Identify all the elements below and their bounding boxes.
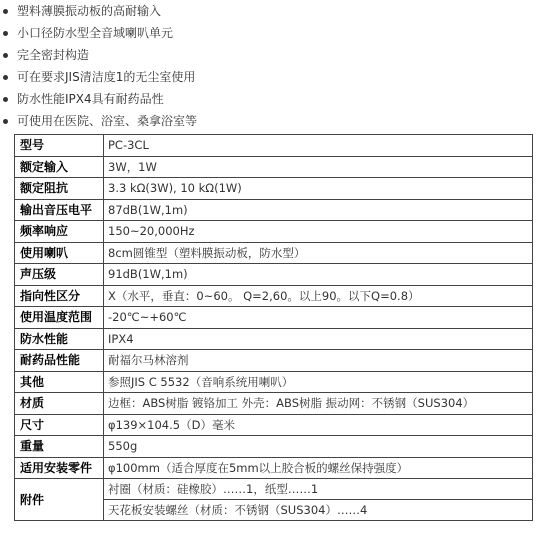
table-row: [15, 199, 533, 221]
spec-label: 型号: [15, 135, 104, 157]
spec-value: 3.3 kΩ(3W), 10 kΩ(1W): [104, 178, 533, 200]
table-row: [15, 393, 533, 415]
spec-label: 耐药品性能: [15, 350, 104, 372]
bullet-icon: [3, 31, 8, 36]
table-row: [15, 242, 533, 264]
spec-label: 额定阻抗: [15, 178, 104, 200]
feature-item: [0, 44, 541, 66]
accessories-line: 天花板安装螺丝（材质：不锈钢（SUS304）……4: [104, 499, 532, 520]
spec-value: φ100mm（适合厚度在5mm以上胶合板的螺丝保持强度）: [104, 457, 533, 479]
spec-label: 输出音压电平: [15, 199, 104, 221]
spec-label: 重量: [15, 436, 104, 458]
table-row: [15, 350, 533, 372]
accessories-line: 衬圈（材质：硅橡胶）……1，纸型……1: [108, 482, 319, 496]
table-row: [15, 221, 533, 243]
table-row: [15, 307, 533, 329]
spec-value: 耐福尔马林溶剂: [104, 350, 533, 372]
feature-text: 可使用在医院、浴室、桑拿浴室等: [17, 114, 198, 128]
table-row: [15, 414, 533, 436]
spec-value: 87dB(1W,1m): [104, 199, 533, 221]
spec-label: 附件: [15, 479, 104, 521]
feature-text: 小口径防水型全音域喇叭单元: [17, 26, 174, 40]
feature-item: [0, 110, 541, 132]
spec-value: X（水平，垂直：0~60。 Q=2,60。以上90。以下Q=0.8）: [104, 285, 533, 307]
table-row: [15, 371, 533, 393]
table-row: [15, 328, 533, 350]
spec-value: 91dB(1W,1m): [104, 264, 533, 286]
table-row: [15, 457, 533, 479]
spec-label: 声压级: [15, 264, 104, 286]
spec-value: 3W，1W: [104, 156, 533, 178]
spec-value: 8cm圆锥型（塑料膜振动板，防水型）: [104, 242, 533, 264]
feature-item: [0, 88, 541, 110]
spec-value: 150~20,000Hz: [104, 221, 533, 243]
spec-label: 适用安装零件: [15, 457, 104, 479]
feature-text: 防水性能IPX4具有耐药品性: [17, 92, 164, 106]
feature-text: 可在要求JIS清洁度1的无尘室使用: [17, 70, 196, 84]
bullet-icon: [3, 119, 8, 124]
spec-label: 使用喇叭: [15, 242, 104, 264]
table-row: [15, 156, 533, 178]
table-row: [15, 135, 533, 157]
spec-label: 防水性能: [15, 328, 104, 350]
spec-value: IPX4: [104, 328, 533, 350]
spec-value: -20℃~+60℃: [104, 307, 533, 329]
spec-value: 参照JIS C 5532（音响系统用喇叭）: [104, 371, 533, 393]
spec-label: 尺寸: [15, 414, 104, 436]
table-row: [15, 285, 533, 307]
feature-list: [0, 0, 541, 132]
feature-item: [0, 22, 541, 44]
spec-label: 指向性区分: [15, 285, 104, 307]
bullet-icon: [3, 53, 8, 58]
spec-label: 频率响应: [15, 221, 104, 243]
spec-label: 额定输入: [15, 156, 104, 178]
table-row: [15, 178, 533, 200]
bullet-icon: [3, 75, 8, 80]
spec-value: 550g: [104, 436, 533, 458]
spec-value: PC-3CL: [104, 135, 533, 157]
feature-item: [0, 0, 541, 22]
spec-label: 使用温度范围: [15, 307, 104, 329]
bullet-icon: [3, 9, 8, 14]
bullet-icon: [3, 97, 8, 102]
spec-label: 材质: [15, 393, 104, 415]
feature-text: 完全密封构造: [17, 48, 90, 62]
table-row: [15, 436, 533, 458]
spec-value: 边框：ABS树脂 镀铬加工 外壳：ABS树脂 振动网：不锈钢（SUS304）: [104, 393, 533, 415]
feature-item: [0, 66, 541, 88]
spec-value: φ139×104.5（D）毫米: [104, 414, 533, 436]
spec-label: 其他: [15, 371, 104, 393]
accessories-cell: [104, 479, 533, 521]
table-row-accessories: [15, 479, 533, 521]
table-row: [15, 264, 533, 286]
spec-table: [14, 134, 533, 521]
feature-text: 塑料薄膜振动板的高耐输入: [17, 4, 162, 18]
